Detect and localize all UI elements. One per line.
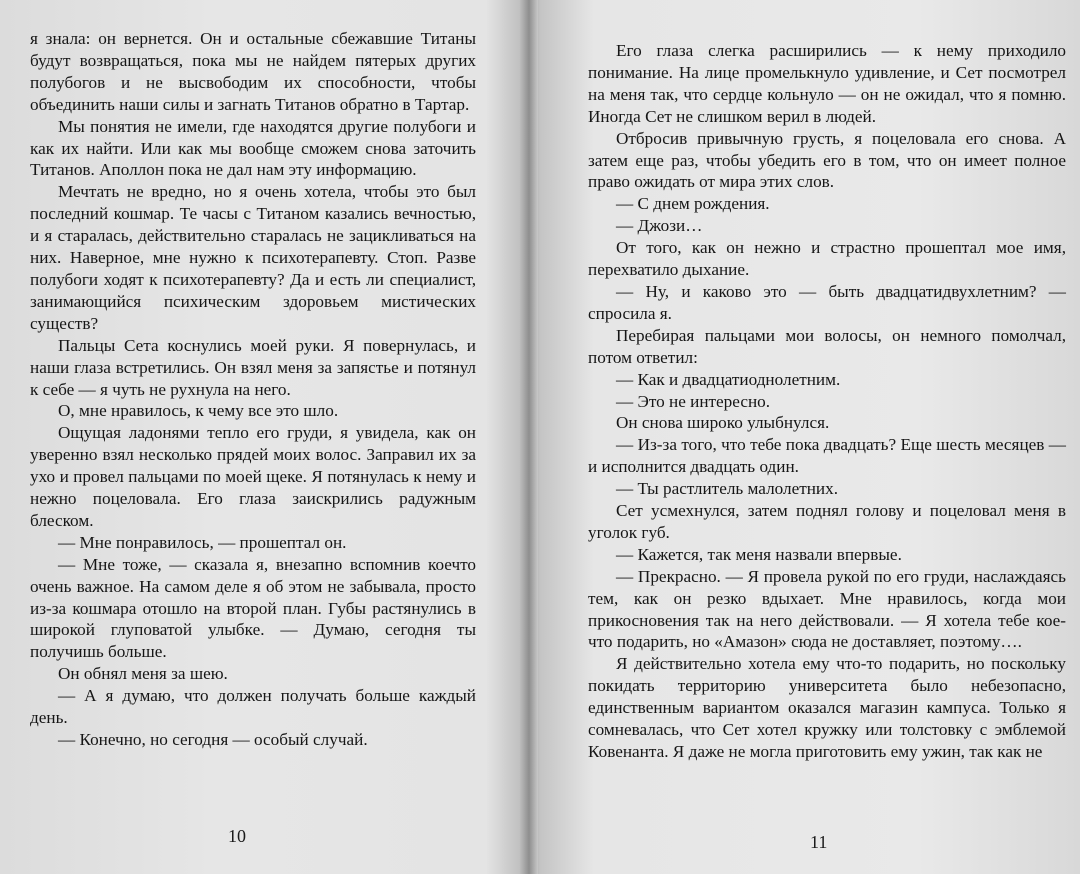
paragraph: — Ты растлитель малолетних. — [616, 479, 839, 499]
paragraph: — Джози… — [616, 216, 703, 236]
paragraph: Мечтать не вредно, но я очень хотела, чтобы это был последний кошмар. Те часы с Титаном казались вечностью, и я старалась, действительно старалась не зацикливаться на них. Наверное, мне нужно к психотерапевту. Стоп. Разве полубоги ходят к психотерапевту? Да и есть ли специалист, занимающийся психическим здоровьем мистических существ? — [30, 182, 476, 333]
paragraph: — Мне тоже, — сказала я, внезапно вспомнив коечто очень важное. На самом деле я об этом не забывала, просто из-за кошмара отошло на второй план. Губы растянулись в широкой глуповатой улыбке. — Думаю, сегодня ты получишь больше. — [30, 554, 476, 662]
left-page — [0, 0, 520, 874]
paragraph: Сет усмехнулся, затем поднял голову и поцеловал меня в уголок губ. — [588, 501, 1066, 542]
paragraph: Он обнял меня за шею. — [58, 664, 228, 684]
paragraph: Я действительно хотела ему что-то подарить, но поскольку покидать территорию университета было небезопасно, единственным вариантом оказался магазин кампуса. Только я сомневалась, что Сет хотел кружку или толстовку с эмблемой Ковенанта. Я даже не могла приготовить ему ужин, так как не — [588, 654, 1066, 761]
paragraph: — Мне понравилось, — прошептал он. — [58, 532, 347, 552]
paragraph: Ощущая ладонями тепло его груди, я увидела, как он уверенно взял несколько прядей моих волос. Заправил их за ухо и провел пальцами по моей щеке. Я потянулась к нему и нежно поцеловала. Его глаза заискрились радужным блеском. — [30, 423, 476, 530]
book-gutter — [520, 0, 538, 874]
paragraph: О, мне нравилось, к чему все это шло. — [58, 401, 339, 421]
paragraph: — С днем рождения. — [616, 194, 770, 214]
paragraph: я знала: он вернется. Он и остальные сбежавшие Титаны будут возвращаться, пока мы не найдем пятерых других полубогов и не высвободим их способности, чтобы объединить наши силы и загнать Титанов обратно в Тартар. — [30, 29, 476, 114]
paragraph: — Как и двадцатиоднолетним. — [616, 369, 841, 389]
paragraph: Отбросив привычную грусть, я поцеловала его снова. А затем еще раз, чтобы убедить его в том, что он имеет полное право ожидать от мира этих слов. — [588, 128, 1066, 192]
right-page — [538, 0, 1080, 874]
paragraph: — Ну, и каково это — быть двадцатидвухлетним? — спросила я. — [588, 281, 1066, 323]
paragraph: От того, как он нежно и страстно прошептал мое имя, перехватило дыхание. — [588, 238, 1066, 280]
page-number: 10 — [228, 826, 246, 846]
paragraph: — Это не интересно. — [616, 391, 771, 411]
paragraph: — Кажется, так меня назвали впервые. — [616, 544, 902, 564]
left-page-text — [30, 28, 476, 751]
paragraph: Пальцы Сета коснулись моей руки. Я повернулась, и наши глаза встретились. Он взял меня за запястье и потянул к себе — я чуть не рухнула на него. — [30, 335, 476, 399]
paragraph: Его глаза слегка расширились — к нему приходило понимание. На лице промелькнуло удивление, и Сет посмотрел на меня так, что сердце кольнуло — он не ожидал, что я помню. Иногда Сет не слишком верил в людей. — [588, 41, 1066, 126]
paragraph: — Из-за того, что тебе пока двадцать? Еще шесть месяцев — и исполнится двадцать один. — [588, 435, 1066, 477]
page-number: 11 — [810, 832, 828, 852]
paragraph: Перебирая пальцами мои волосы, он немного помолчал, потом ответил: — [588, 325, 1066, 367]
right-page-text — [588, 40, 1066, 763]
paragraph: Он снова широко улыбнулся. — [616, 413, 830, 433]
paragraph: — Конечно, но сегодня — особый случай. — [58, 730, 368, 749]
paragraph: — Прекрасно. — Я провела рукой по его груди, наслаждаясь тем, как он резко вдыхает. Мне нравилось, когда мои прикосновения так на него действовали. — Я хотела тебе кое-что подарить, но «Амазон» сюда не доставляет, поэтому…. — [588, 566, 1066, 652]
paragraph: — А я думаю, что должен получать больше каждый день. — [30, 686, 476, 728]
paragraph: Мы понятия не имели, где находятся другие полубоги и как их найти. Или как мы вообще сможем снова заточить Титанов. Аполлон пока не дал нам эту информацию. — [30, 116, 476, 180]
